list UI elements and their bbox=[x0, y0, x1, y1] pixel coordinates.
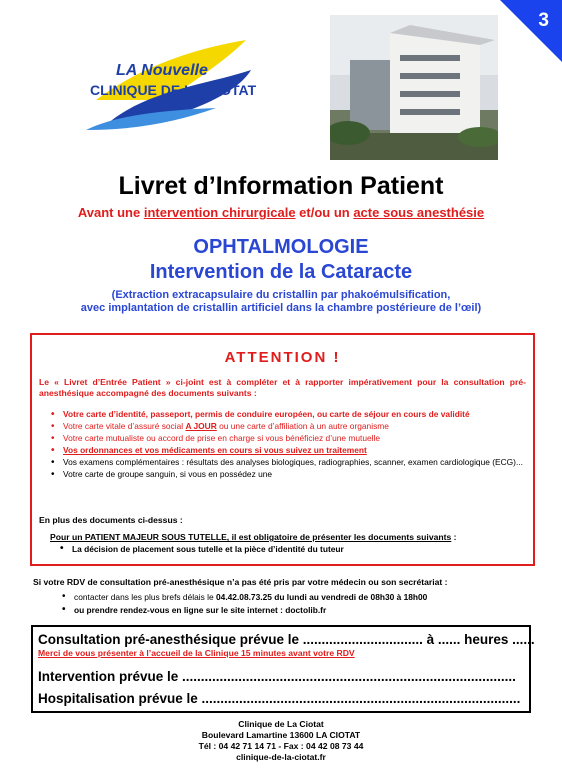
list-item: • Votre carte vitale d’assuré social A JOUR ou une carte d’affiliation à un autre organisme bbox=[49, 421, 526, 432]
document-list bbox=[49, 409, 526, 481]
logo-line1: LA Nouvelle bbox=[116, 62, 208, 79]
footer-phone: Tél : 04 42 71 14 71 - Fax : 04 42 08 73 44 bbox=[198, 741, 364, 751]
document-subtitle: Avant une intervention chirurgicale et/ou un acte sous anesthésie bbox=[77, 205, 485, 220]
list-item: • Votre carte d’identité, passeport, permis de conduire européen, ou carte de séjour en cours de validité bbox=[49, 409, 526, 420]
list-item: • Vos ordonnances et vos médicaments en cours si vous suivez un traitement bbox=[49, 445, 526, 456]
procedure-detail-1: (Extraction extracapsulaire du cristallin par phakoémulsification, bbox=[111, 289, 451, 301]
rdv-contact-item: • contacter dans les plus brefs délais le 04.42.08.73.25 du lundi au vendredi de 08h30 à 18h00 bbox=[62, 592, 427, 602]
tutelle-heading: Pour un PATIENT MAJEUR SOUS TUTELLE, il est obligatoire de présenter les documents suivants : bbox=[50, 532, 457, 542]
consultation-note: Merci de vous présenter à l’accueil de la Clinique 15 minutes avant votre RDV bbox=[38, 648, 355, 658]
page-number: 3 bbox=[538, 10, 549, 31]
footer-address: Boulevard Lamartine 13600 LA CIOTAT bbox=[201, 730, 361, 740]
hospitalisation-date-field[interactable]: Hospitalisation prévue le ..................................................................................... bbox=[38, 691, 521, 706]
consultation-date-field[interactable]: Consultation pré-anesthésique prévue le ................................ à ...... heures ...... bbox=[38, 632, 535, 647]
list-item: • Vos examens complémentaires : résultats des analyses biologiques, radiographies, scanner, examen cardiologique (ECG)... bbox=[49, 457, 526, 468]
footer-website[interactable]: clinique-de-la-ciotat.fr bbox=[236, 752, 326, 762]
tutelle-item: • La décision de placement sous tutelle et la pièce d’identité du tuteur bbox=[60, 544, 344, 554]
page-number-corner bbox=[500, 0, 562, 62]
document-title: Livret d’Information Patient bbox=[118, 172, 444, 200]
rdv-online-item: • ou prendre rendez-vous en ligne sur le site internet : doctolib.fr bbox=[62, 605, 326, 615]
extra-heading: En plus des documents ci-dessus : bbox=[39, 515, 183, 525]
clinic-logo bbox=[76, 30, 276, 135]
specialty-name: OPHTALMOLOGIE bbox=[193, 236, 369, 258]
list-item: • Votre carte mutualiste ou accord de prise en charge si vous bénéficiez d’une mutuelle bbox=[49, 433, 526, 444]
procedure-detail-2: avec implantation de cristallin artificiel dans la chambre postérieure de l’œil) bbox=[80, 302, 482, 314]
footer-clinic-name: Clinique de La Ciotat bbox=[238, 719, 324, 729]
procedure-name: Intervention de la Cataracte bbox=[149, 261, 413, 283]
intervention-date-field[interactable]: Intervention prévue le ......................................................................................... bbox=[38, 669, 516, 684]
rdv-heading: Si votre RDV de consultation pré-anesthésique n’a pas été pris par votre médecin ou son secrétariat : bbox=[33, 577, 448, 587]
attention-title: ATTENTION ! bbox=[224, 349, 341, 366]
appointment-form bbox=[31, 625, 535, 713]
attention-box bbox=[30, 333, 535, 566]
attention-intro: Le « Livret d’Entrée Patient » ci-joint est à compléter et à rapporter impérativement pour la consultation pré-anesthésique accompagné des documents suivants : bbox=[39, 377, 526, 398]
clinic-building-photo bbox=[330, 15, 498, 160]
list-item: • Votre carte de groupe sanguin, si vous en possédez une bbox=[49, 469, 526, 480]
logo-line2: CLINIQUE DE LA CIOTAT bbox=[90, 82, 257, 98]
